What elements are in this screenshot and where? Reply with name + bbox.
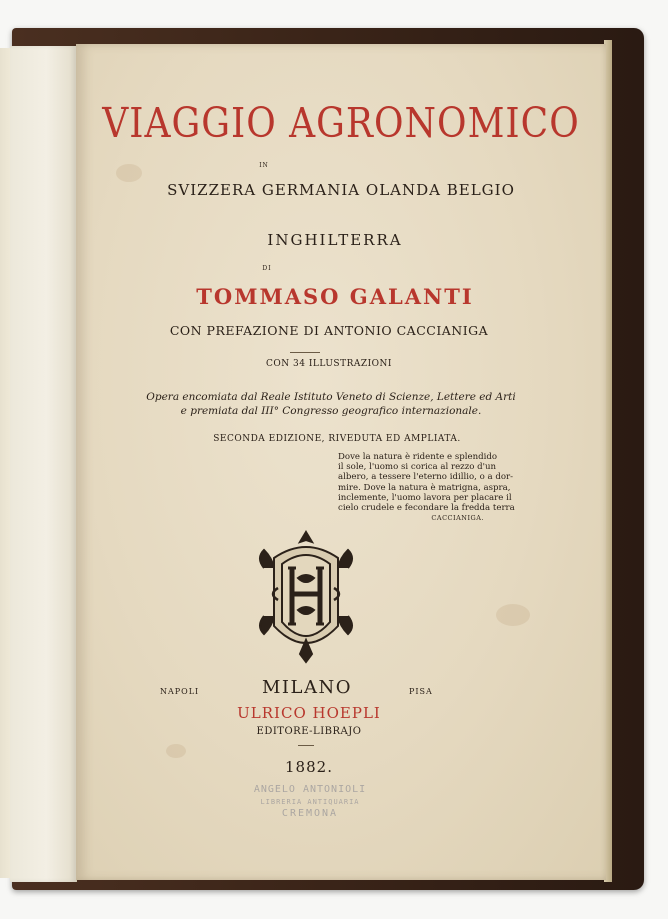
commendation-line: e premiata dal III° Congresso geografico internazionale. xyxy=(180,405,482,417)
imprint-place-right: PISA xyxy=(409,687,433,696)
foxing-spot xyxy=(116,164,142,182)
commendation xyxy=(66,390,596,418)
epigraph-line: mire. Dove la natura è matrigna, aspra, xyxy=(338,482,511,493)
ownership-stamp xyxy=(240,784,380,826)
publication-year: 1882. xyxy=(285,758,333,776)
publisher-name: ULRICO HOEPLI xyxy=(237,704,381,722)
epigraph xyxy=(338,452,515,523)
imprint-city: MILANO xyxy=(262,677,352,698)
epigraph-line: inclemente, l'uomo lavora per placare il xyxy=(338,492,512,503)
epigraph-line: albero, a tessere l'eterno idillio, o a dor- xyxy=(338,472,514,483)
divider-rule xyxy=(298,745,314,746)
countries-line: SVIZZERA GERMANIA OLANDA BELGIO xyxy=(167,181,515,199)
preposition-in: IN xyxy=(259,162,269,169)
publisher-role: EDITORE-LIBRAJO xyxy=(256,726,362,737)
publisher-monogram-emblem-icon xyxy=(254,528,358,668)
foxing-spot xyxy=(496,604,530,626)
divider-rule xyxy=(290,352,320,353)
preface-credit: CON PREFAZIONE DI ANTONIO CACCIANIGA xyxy=(169,323,489,338)
author-name: TOMMASO GALANTI xyxy=(196,284,474,309)
stamp-line: ANGELO ANTONIOLI xyxy=(253,784,367,795)
edition-note: SECONDA EDIZIONE, RIVEDUTA ED AMPLIATA. xyxy=(213,434,461,444)
stamp-line: LIBRERIA ANTIQUARIA xyxy=(260,798,360,806)
stamp-line: CREMONA xyxy=(281,808,339,819)
preposition-di: DI xyxy=(262,265,272,272)
flyleaf xyxy=(10,46,77,882)
epigraph-line: il sole, l'uomo si corica al rezzo d'un xyxy=(338,462,497,473)
epigraph-line: cielo crudele e fecondare la fredda terra xyxy=(338,503,515,514)
book-title: VIAGGIO AGRONOMICO xyxy=(102,100,580,148)
foxing-spot xyxy=(166,744,186,758)
imprint-place-left: NAPOLI xyxy=(160,687,200,696)
epigraph-line: Dove la natura è ridente e splendido xyxy=(338,452,498,462)
commendation-line: Opera encomiata dal Reale Istituto Veneto di Scienze, Lettere ed Arti xyxy=(146,391,516,403)
epigraph-attribution: CACCIANIGA. xyxy=(431,514,484,523)
illustrations-note: CON 34 ILLUSTRAZIONI xyxy=(266,359,392,369)
country-last: INGHILTERRA xyxy=(267,231,403,249)
